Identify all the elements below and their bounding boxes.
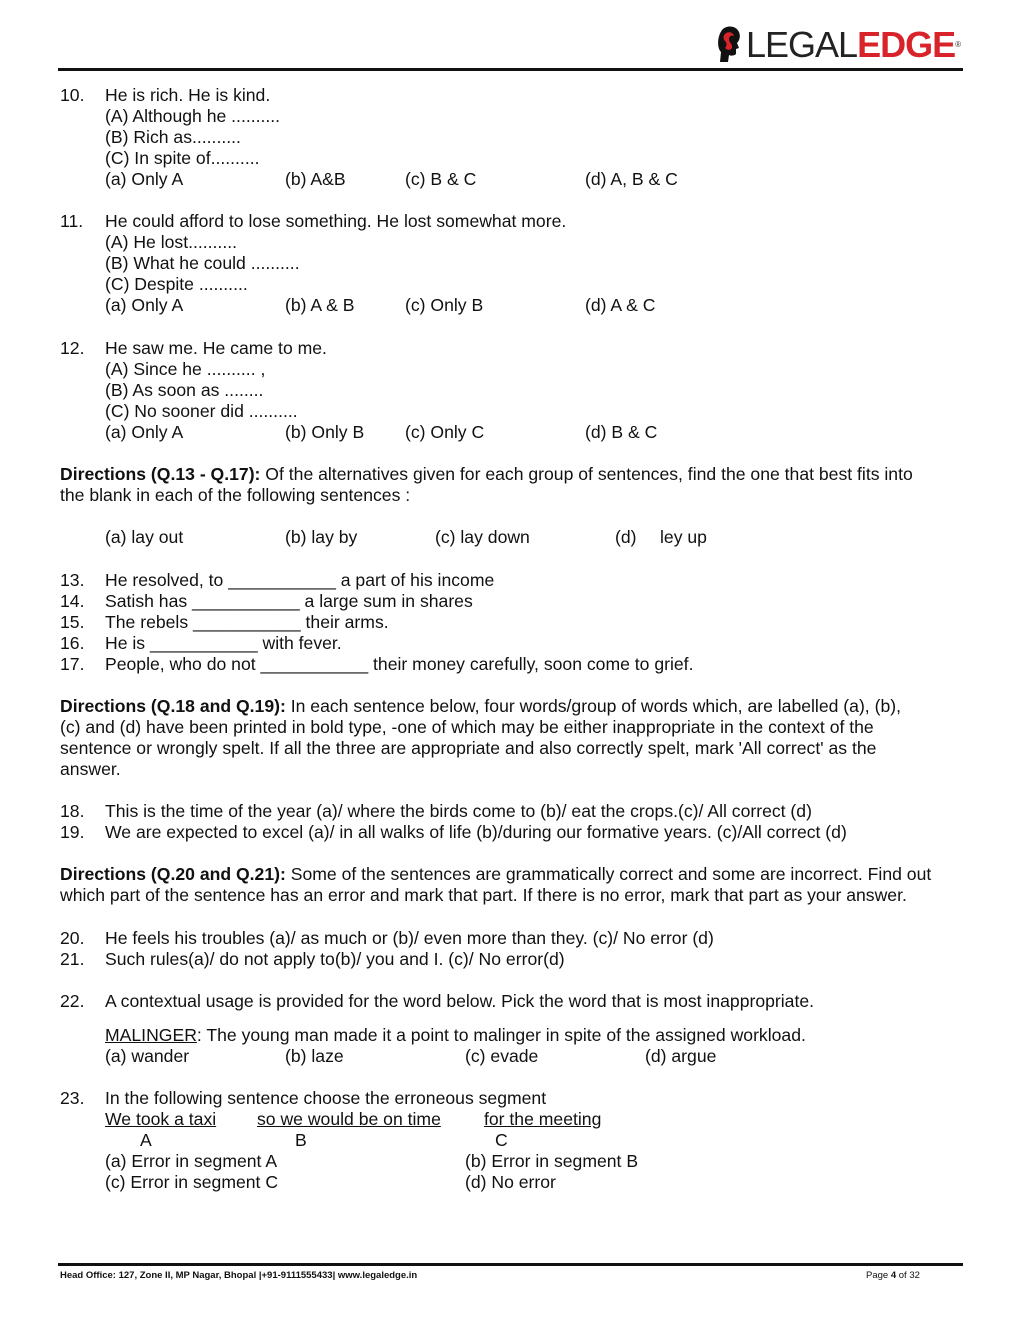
q10-choice-b: (b) A&B [285,169,346,189]
q13-text: He resolved, to ___________ a part of his income [105,570,495,590]
q11-choice-b: (b) A & B [285,295,355,315]
directions-18-19-line1: Directions (Q.18 and Q.19): In each sentence below, four words/group of words which, are labelled (a), (b), [60,696,901,716]
directions-18-19-line2: (c) and (d) have been printed in bold type, -one of which may be either inappropriate in the context of the [60,717,874,737]
q20-number: 20. [60,928,85,948]
directions-18-19-line4: answer. [60,759,121,779]
q23-segment-label-a: A [140,1130,152,1150]
q23-segment-label-c: C [495,1130,508,1150]
q14-number: 14. [60,591,85,611]
logo-wordmark: LEGALEDGE® [746,24,961,65]
q22-choice-c: (c) evade [465,1046,539,1066]
q10-option-A: (A) Although he .......... [105,106,281,126]
word-option-d-text: ley up [660,527,707,547]
q12-stem: He saw me. He came to me. [105,338,327,358]
footer-office: Head Office: 127, Zone II, MP Nagar, Bhopal |+91-9111555433| www.legaledge.in [60,1270,418,1281]
word-option-a: (a) lay out [105,527,184,547]
q11-number: 11. [60,211,84,231]
q16-number: 16. [60,633,85,653]
q11-choice-c: (c) Only B [405,295,484,315]
q23-choice-a: (a) Error in segment A [105,1151,278,1171]
q12-choice-c: (c) Only C [405,422,485,442]
q12-choice-d: (d) B & C [585,422,658,442]
word-option-b: (b) lay by [285,527,358,547]
q23-choice-d: (d) No error [465,1172,556,1192]
q23-segment-c: for the meeting [484,1109,602,1129]
q22-stem: A contextual usage is provided for the word below. Pick the word that is most inappropriate. [105,991,815,1011]
q22-usage: MALINGER: The young man made it a point to malinger in spite of the assigned workload. [105,1025,806,1045]
q22-number: 22. [60,991,85,1011]
q11-option-B: (B) What he could .......... [105,253,300,273]
word-option-d-label: (d) [615,527,637,547]
q16-text: He is ___________ with fever. [105,633,342,653]
directions-20-21-line2: which part of the sentence has an error and mark that part. If there is no error, mark that part as your answer. [60,885,907,905]
q11-choice-a: (a) Only A [105,295,184,315]
q22-choice-a: (a) wander [105,1046,190,1066]
q12-number: 12. [60,338,85,358]
q19-number: 19. [60,822,85,842]
q20-text: He feels his troubles (a)/ as much or (b)/ even more than they. (c)/ No error (d) [105,928,714,948]
q10-choice-c: (c) B & C [405,169,477,189]
q10-option-C: (C) In spite of.......... [105,148,260,168]
q23-segment-a: We took a taxi [105,1109,217,1129]
q11-option-C: (C) Despite .......... [105,274,248,294]
q12-choice-b: (b) Only B [285,422,365,442]
q12-option-C: (C) No sooner did .......... [105,401,298,421]
q18-number: 18. [60,801,85,821]
word-option-c: (c) lay down [435,527,530,547]
q10-choice-a: (a) Only A [105,169,184,189]
q10-option-B: (B) Rich as.......... [105,127,241,147]
q13-number: 13. [60,570,85,590]
q17-text: People, who do not ___________ their money carefully, soon come to grief. [105,654,694,674]
q11-choice-d: (d) A & C [585,295,656,315]
q11-stem: He could afford to lose something. He lost somewhat more. [105,211,567,231]
directions-18-19-line3: sentence or wrongly spelt. If all the three are appropriate and also correctly spelt, mark 'All correct' as the [60,738,877,758]
q23-choice-b: (b) Error in segment B [465,1151,639,1171]
q23-stem: In the following sentence choose the erroneous segment [105,1088,547,1108]
q10-stem: He is rich. He is kind. [105,85,271,105]
q10-number: 10. [60,85,85,105]
q11-option-A: (A) He lost.......... [105,232,237,252]
legaledge-logo [716,22,960,68]
q23-segment-b: so we would be on time [257,1109,441,1129]
q23-segment-label-b: B [295,1130,307,1150]
header-rule [58,68,963,71]
q15-number: 15. [60,612,85,632]
q23-choice-c: (c) Error in segment C [105,1172,279,1192]
q12-option-A: (A) Since he .......... , [105,359,266,379]
q10-choice-d: (d) A, B & C [585,169,678,189]
directions-13-17-line2: the blank in each of the following sentences : [60,485,411,505]
footer-rule [58,1263,963,1266]
head-profile-icon [716,24,742,66]
q12-choice-a: (a) Only A [105,422,184,442]
footer-page-number: Page 4 of 32 [866,1270,920,1281]
q17-number: 17. [60,654,85,674]
q18-text: This is the time of the year (a)/ where the birds come to (b)/ eat the crops.(c)/ All correct (d) [105,801,812,821]
q19-text: We are expected to excel (a)/ in all walks of life (b)/during our formative years. (c)/All correct (d) [105,822,847,842]
directions-20-21-line1: Directions (Q.20 and Q.21): Some of the sentences are grammatically correct and some are incorrect. Find out [60,864,932,884]
directions-13-17-line1: Directions (Q.13 - Q.17): Of the alternatives given for each group of sentences, find the one that best fits into [60,464,913,484]
q22-choice-b: (b) laze [285,1046,344,1066]
q23-number: 23. [60,1088,85,1108]
q15-text: The rebels ___________ their arms. [105,612,389,632]
q21-text: Such rules(a)/ do not apply to(b)/ you and I. (c)/ No error(d) [105,949,565,969]
q12-option-B: (B) As soon as ........ [105,380,264,400]
q14-text: Satish has ___________ a large sum in shares [105,591,473,611]
q21-number: 21. [60,949,85,969]
q22-choice-d: (d) argue [645,1046,717,1066]
